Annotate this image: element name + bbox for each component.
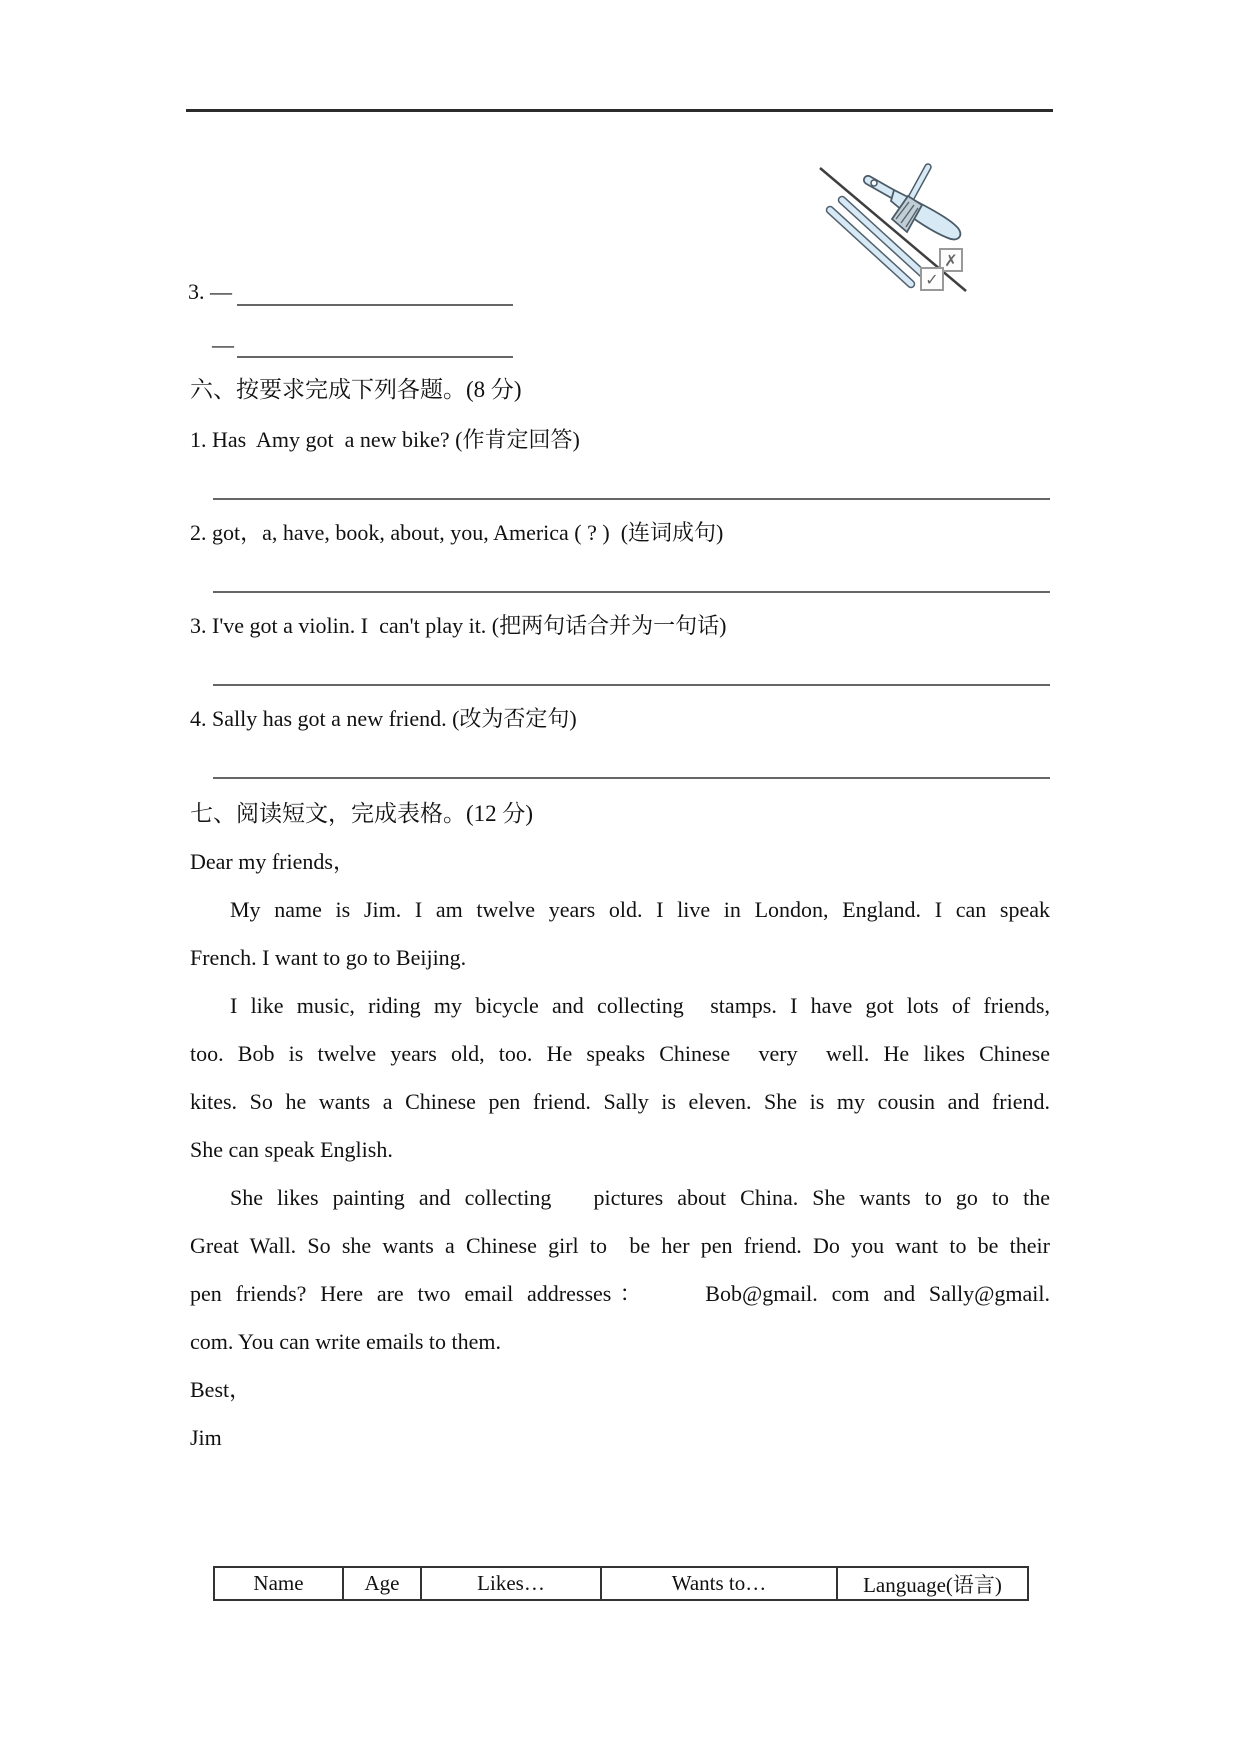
answer-blank-line: [237, 304, 513, 306]
question-3-dialog-line-2: —: [212, 332, 234, 357]
table-header-row: [214, 1567, 1028, 1600]
section-6-question-4: 4. Sally has got a new friend. (改为否定句): [190, 706, 577, 731]
section-6-question-1: 1. Has Amy got a new bike? (作肯定回答): [190, 427, 580, 452]
summary-table: [213, 1566, 1029, 1601]
exercise-illustration: [808, 138, 978, 298]
section-6-question-3: 3. I've got a violin. I can't play it. (把两句话合并为一句话): [190, 613, 727, 638]
section-7-heading: 七、阅读短文，完成表格。(12 分): [190, 801, 534, 826]
section-6-question-2: 2. got，a, have, book, about, you, America ( ? ) (连词成句): [190, 520, 724, 545]
letter-line: She can speak English.: [190, 1137, 393, 1162]
letter-line: My name is Jim. I am twelve years old. I live in London, England. I can speak: [230, 897, 1050, 922]
letter-line: French. I want to go to Beijing.: [190, 945, 467, 970]
letter-line: pen friends? Here are two email addresses： Bob@gmail. com and Sally@gmail.: [190, 1281, 1050, 1306]
letter-line: I like music, riding my bicycle and collecting stamps. I have got lots of friends,: [230, 993, 1050, 1018]
letter-closing: Best，: [190, 1377, 252, 1402]
table-header-language: Language(语言): [837, 1567, 1028, 1600]
letter-line: too. Bob is twelve years old, too. He speaks Chinese very well. He likes Chinese: [190, 1041, 1050, 1066]
answer-blank-line: [213, 591, 1050, 593]
answer-blank-line: [237, 356, 513, 358]
answer-blank-line: [213, 777, 1050, 779]
answer-blank-line: [213, 498, 1050, 500]
check-icon: ✓: [925, 272, 939, 289]
section-6-heading: 六、按要求完成下列各题。(8 分): [190, 377, 522, 402]
cross-icon: ✗: [944, 253, 958, 270]
table-header-age: Age: [343, 1567, 421, 1600]
answer-blank-line: [213, 684, 1050, 686]
check-box: [921, 268, 943, 290]
letter-line: She likes painting and collecting pictures about China. She wants to go to the: [230, 1185, 1050, 1210]
question-3-dialog-line-1: 3. —: [188, 279, 232, 304]
letter-signature: Jim: [190, 1425, 222, 1450]
letter-line: kites. So he wants a Chinese pen friend. Sally is eleven. She is my cousin and friend.: [190, 1089, 1050, 1114]
letter-line: Great Wall. So she wants a Chinese girl to be her pen friend. Do you want to be their: [190, 1233, 1050, 1258]
letter-salutation: Dear my friends，: [190, 849, 355, 874]
letter-line: com. You can write emails to them.: [190, 1329, 502, 1354]
table-header-wants-to: Wants to…: [601, 1567, 837, 1600]
top-divider-rule: [186, 109, 1053, 112]
table-header-likes: Likes…: [421, 1567, 601, 1600]
table-header-name: Name: [214, 1567, 343, 1600]
